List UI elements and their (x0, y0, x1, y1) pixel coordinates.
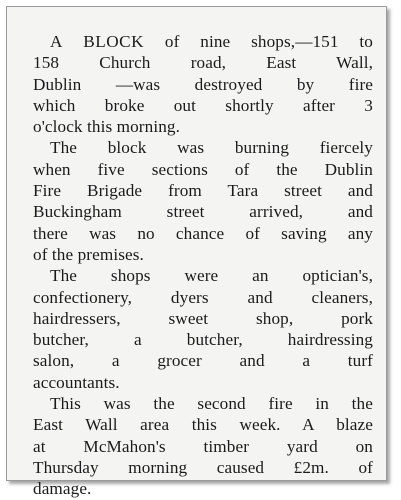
article-paragraph-4 (33, 393, 373, 499)
article-line: Buckingham street arrived, and (33, 202, 373, 222)
article-line: butcher, a butcher, hairdressing (33, 330, 373, 350)
article-line: 158 Church road, East Wall, (33, 53, 373, 73)
article-line: Dublin —was destroyed by fire (33, 74, 373, 94)
article-paragraph-1 (33, 31, 373, 137)
article-line: Thursday morning caused £2m. of (33, 457, 373, 477)
article-line: A BLOCK of nine shops,—151 to (50, 32, 374, 51)
article-line: The block was burning fiercely (50, 138, 373, 158)
article-line: hairdressers, sweet shop, pork (33, 308, 373, 328)
article-paragraph-2 (33, 137, 373, 265)
article-line: East Wall area this week. A blaze (33, 415, 373, 435)
article-line: damage. (33, 479, 92, 499)
article-line: of the premises. (33, 244, 144, 264)
article-line: when five sections of the Dublin (33, 159, 373, 179)
article-line: confectionery, dyers and cleaners, (33, 287, 373, 307)
article-line: at McMahon's timber yard on (33, 436, 373, 456)
article-line: salon, a grocer and a turf (33, 351, 373, 371)
article-line: accountants. (33, 372, 120, 392)
article-line: Fire Brigade from Tara street and (33, 181, 373, 201)
article-paragraph-3 (33, 265, 373, 393)
article-line: there was no chance of saving any (33, 223, 373, 243)
article-line: This was the second fire in the (50, 394, 373, 414)
news-article (33, 31, 373, 500)
article-line: which broke out shortly after 3 (33, 95, 373, 115)
newspaper-clipping-frame (6, 6, 387, 499)
article-line: o'clock this morning. (33, 117, 180, 137)
article-lead-words: A BLOCK (50, 32, 144, 51)
article-line: The shops were an optician's, (50, 266, 373, 286)
